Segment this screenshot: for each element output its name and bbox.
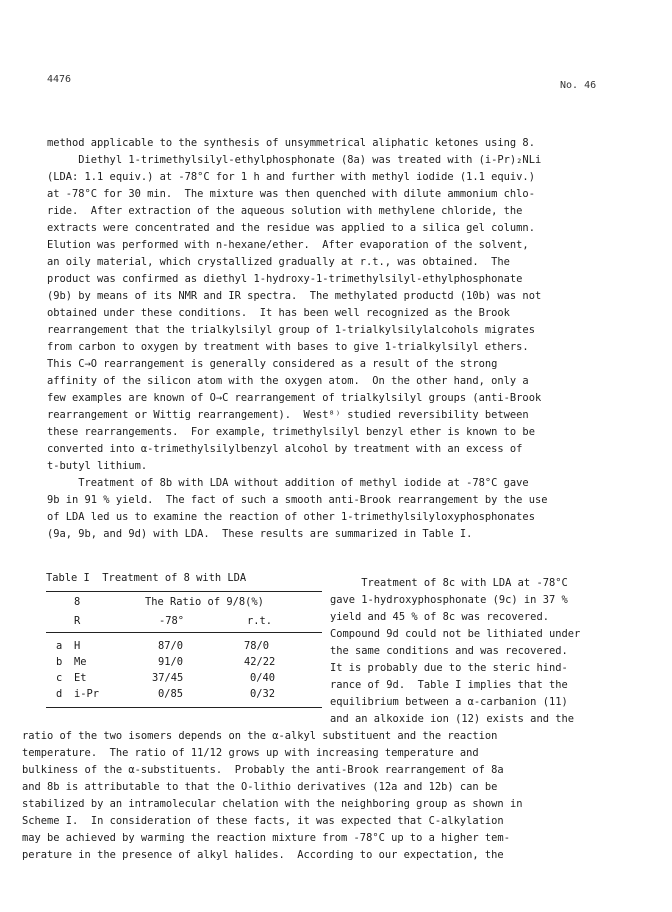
body-line: ratio of the two isomers depends on the α-alkyl substituent and the reaction [22, 730, 498, 742]
body-line: product was confirmed as diethyl 1-hydroxy-1-trimethylsilyl-ethylphosphonate [47, 273, 523, 285]
body-line: t-butyl lithium. [47, 460, 148, 472]
table-top-rule [46, 591, 322, 592]
side-line: yield and 45 % of 8c was recovered. [330, 611, 549, 623]
body-line: bulkiness of the α-substituents. Probably the anti-Brook rearrangement of 8a [22, 764, 504, 776]
table-row-rt: 42/22 [244, 656, 276, 668]
body-line: (LDA: 1.1 equiv.) at -78°C for 1 h and further with methyl iodide (1.1 equiv.) [47, 171, 535, 183]
body-line: of LDA led us to examine the reaction of other 1-trimethylsilyloxyphosphonates [47, 511, 535, 523]
body-line: obtained under these conditions. It has been well recognized as the Brook [47, 307, 510, 319]
body-line: method applicable to the synthesis of unsymmetrical aliphatic ketones using 8. [47, 137, 535, 149]
body-line: temperature. The ratio of 11/12 grows up with increasing temperature and [22, 747, 479, 759]
body-line: Scheme I. In consideration of these facts, it was expected that C-alkylation [22, 815, 504, 827]
table-row-low: 91/0 [158, 656, 184, 668]
table-subheader-rt: r.t. [247, 615, 273, 627]
table-row-r: Et [74, 672, 87, 684]
body-line: perature in the presence of alkyl halides. According to our expectation, the [22, 849, 504, 861]
table-row-low: 87/0 [158, 640, 184, 652]
body-line: stabilized by an intramolecular chelation with the neighboring group as shown in [22, 798, 523, 810]
table-row-rt: 0/32 [250, 688, 276, 700]
body-line: few examples are known of O→C rearrangement of trialkylsilyl groups (anti-Brook [47, 392, 542, 404]
table-header-ratio: The Ratio of 9/8(%) [145, 596, 264, 608]
page-number: 4476 [47, 74, 72, 85]
body-line: ride. After extraction of the aqueous solution with methylene chloride, the [47, 205, 523, 217]
table-bottom-rule [46, 707, 322, 708]
body-line: at -78°C for 30 min. The mixture was then quenched with dilute ammonium chlo- [47, 188, 535, 200]
table-title: Table I Treatment of 8 with LDA [46, 572, 247, 584]
body-line: these rearrangements. For example, trimethylsilyl benzyl ether is known to be [47, 426, 535, 438]
table-mid-rule [46, 632, 322, 633]
side-line: Treatment of 8c with LDA at -78°C [330, 577, 568, 589]
table-row-id: c [56, 672, 63, 684]
body-line: 9b in 91 % yield. The fact of such a smooth anti-Brook rearrangement by the use [47, 494, 548, 506]
issue-number: No. 46 [560, 80, 597, 91]
body-line: rearrangement or Wittig rearrangement). West⁸⁾ studied reversibility between [47, 409, 529, 421]
table-header-8: 8 [74, 596, 81, 608]
side-line: and an alkoxide ion (12) exists and the [330, 713, 574, 725]
body-line: extracts were concentrated and the residue was applied to a silica gel column. [47, 222, 535, 234]
table-row-id: a [56, 640, 63, 652]
body-line: converted into α-trimethylsilylbenzyl alcohol by treatment with an excess of [47, 443, 523, 455]
side-line: gave 1-hydroxyphosphonate (9c) in 37 % [330, 594, 568, 606]
body-line: Diethyl 1-trimethylsilyl-ethylphosphonate (8a) was treated with (i-Pr)₂NLi [47, 154, 542, 166]
body-line: (9a, 9b, and 9d) with LDA. These results are summarized in Table I. [47, 528, 473, 540]
body-line: an oily material, which crystallized gradually at r.t., was obtained. The [47, 256, 510, 268]
body-line: rearrangement that the trialkylsilyl group of 1-trialkylsilylalcohols migrates [47, 324, 535, 336]
table-row-r: H [74, 640, 81, 652]
side-line: Compound 9d could not be lithiated under [330, 628, 581, 640]
side-line: rance of 9d. Table I implies that the [330, 679, 568, 691]
body-line: Treatment of 8b with LDA without addition of methyl iodide at -78°C gave [47, 477, 529, 489]
table-row-rt: 0/40 [250, 672, 276, 684]
table-row-low: 0/85 [158, 688, 184, 700]
table-row-low: 37/45 [152, 672, 184, 684]
body-line: and 8b is attributable to that the O-lithio derivatives (12a and 12b) can be [22, 781, 498, 793]
body-line: may be achieved by warming the reaction mixture from -78°C up to a higher tem- [22, 832, 510, 844]
body-line: from carbon to oxygen by treatment with bases to give 1-trialkylsilyl ethers. [47, 341, 529, 353]
table-row-rt: 78/0 [244, 640, 270, 652]
table-row-r: i-Pr [74, 688, 100, 700]
table-subheader-low: -78° [159, 615, 185, 627]
side-line: equilibrium between a α-carbanion (11) [330, 696, 568, 708]
table-subheader-r: R [74, 615, 81, 627]
body-line: affinity of the silicon atom with the oxygen atom. On the other hand, only a [47, 375, 529, 387]
side-line: It is probably due to the steric hind- [330, 662, 568, 674]
table-row-r: Me [74, 656, 87, 668]
body-line: (9b) by means of its NMR and IR spectra. The methylated productd (10b) was not [47, 290, 542, 302]
body-line: This C→O rearrangement is generally considered as a result of the strong [47, 358, 498, 370]
table-row-id: d [56, 688, 63, 700]
body-line: Elution was performed with n-hexane/ether. After evaporation of the solvent, [47, 239, 529, 251]
table-row-id: b [56, 656, 63, 668]
side-line: the same conditions and was recovered. [330, 645, 568, 657]
